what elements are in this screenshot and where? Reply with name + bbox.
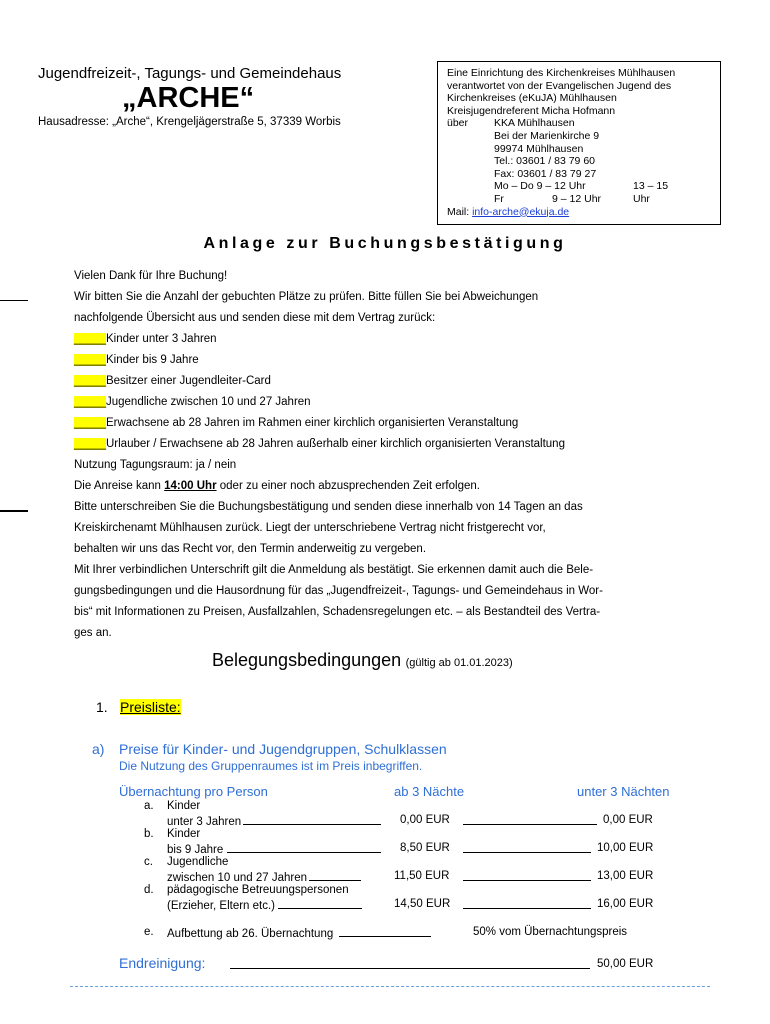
price-row-line1: Jugendliche: [167, 856, 229, 868]
info-box: [437, 61, 721, 225]
price-row-line2: [167, 898, 362, 912]
price-value-a: 14,50 EUR: [394, 898, 451, 910]
price-col-head: Übernachtung pro Person: [119, 784, 268, 799]
page-title: Anlage zur Buchungsbestätigung: [203, 235, 567, 252]
price-rule: [463, 842, 591, 856]
option-label: Jugendliche zwischen 10 und 27 Jahren: [105, 396, 311, 408]
option-row: [74, 333, 217, 345]
margin-mark: [0, 300, 28, 301]
arrival-line: [74, 480, 480, 492]
option-blank[interactable]: _____: [74, 375, 106, 387]
extra-value: 50% vom Übernachtungspreis: [473, 926, 628, 938]
price-value-b: 16,00 EUR: [597, 898, 654, 910]
section-label: Preisliste:: [120, 699, 181, 715]
price-value-a: 0,00 EUR: [400, 814, 450, 826]
body-line: Kreiskirchenamt Mühlhausen zurück. Liegt der unterschriebene Vertrag nicht fristgerecht vor,: [74, 522, 546, 534]
option-blank[interactable]: _____: [74, 417, 106, 429]
option-blank[interactable]: _____: [74, 438, 106, 450]
price-row-letter: c.: [144, 856, 153, 868]
price-value-b: 13,00 EUR: [597, 870, 654, 882]
option-row: [74, 375, 271, 387]
price-row-label: zwischen 10 und 27 Jahren: [167, 872, 308, 884]
price-row-label: bis 9 Jahre: [167, 844, 224, 856]
price-row-letter: d.: [144, 884, 154, 896]
info-line-1: Eine Einrichtung des Kirchenkreises Mühlhausen: [447, 67, 676, 79]
conditions-validity: (gültig ab 01.01.2023): [405, 657, 513, 669]
price-value-b: 0,00 EUR: [603, 814, 653, 826]
arrival-pre: Die Anreise kann: [74, 480, 165, 492]
price-col-b: unter 3 Nächten: [577, 784, 670, 799]
info-line-4: Kreisjugendreferent Micha Hofmann: [447, 104, 616, 117]
subsection-title: Preise für Kinder- und Jugendgruppen, Schulklassen: [119, 741, 447, 757]
price-value-a: 11,50 EUR: [394, 870, 450, 882]
tagungsraum-line: Nutzung Tagungsraum: ja / nein: [74, 459, 237, 471]
arrival-post: oder zu einer noch abzusprechenden Zeit erfolgen.: [216, 480, 480, 492]
extra-letter: e.: [144, 926, 154, 938]
price-row-line2: [167, 870, 361, 884]
margin-mark: [0, 510, 28, 512]
info-hours-2-day: Fr: [494, 192, 504, 205]
subsection-note: Die Nutzung des Gruppenraumes ist im Preis inbegriffen.: [119, 759, 423, 773]
info-hours-2-time: 9 – 12 Uhr: [552, 192, 602, 205]
option-blank[interactable]: _____: [74, 333, 106, 345]
price-row-line2: [167, 842, 381, 856]
price-row-label: unter 3 Jahren: [167, 816, 242, 828]
price-rule: [463, 898, 591, 912]
house-name: „ARCHE“: [122, 82, 255, 114]
price-col-a: ab 3 Nächte: [394, 784, 465, 799]
info-addr-1: KKA Mühlhausen: [494, 117, 575, 130]
price-row-letter: a.: [144, 800, 154, 812]
price-rule: [463, 814, 597, 828]
extra-label: Aufbettung ab 26. Übernachtung: [167, 928, 334, 940]
section-heading: [96, 699, 181, 715]
body-line: behalten wir uns das Recht vor, den Termin anderweitig zu vergeben.: [74, 543, 427, 555]
intro-line-1: Wir bitten Sie die Anzahl der gebuchten Plätze zu prüfen. Bitte füllen Sie bei Abweichungen: [74, 291, 539, 303]
option-label: Besitzer einer Jugendleiter-Card: [105, 375, 271, 387]
org-line: Jugendfreizeit-, Tagungs- und Gemeindehaus: [38, 65, 342, 82]
option-row: [74, 438, 565, 450]
endcleaning-value: 50,00 EUR: [597, 958, 654, 970]
info-tel: Tel.: 03601 / 83 79 60: [494, 155, 595, 168]
option-row: [74, 396, 311, 408]
option-label: Erwachsene ab 28 Jahren im Rahmen einer kirchlich organisierten Veranstaltung: [105, 417, 519, 429]
body-line: bis“ mit Informationen zu Preisen, Ausfallzahlen, Schadensregelungen etc. – als Bestandteil des Vertra-: [74, 606, 601, 618]
option-label: Kinder bis 9 Jahre: [105, 354, 199, 366]
option-row: [74, 417, 518, 429]
price-row-line1: pädagogische Betreuungspersonen: [167, 884, 349, 896]
price-row-line2: [167, 814, 381, 828]
intro-line-2: nachfolgende Übersicht aus und senden diese mit dem Vertrag zurück:: [74, 312, 436, 324]
info-fax: Fax: 03601 / 83 79 27: [494, 167, 597, 180]
price-value-b: 10,00 EUR: [597, 842, 654, 854]
intro-thanks: Vielen Dank für Ihre Buchung!: [74, 270, 228, 282]
price-row-letter: b.: [144, 828, 154, 840]
info-line-3: Kirchenkreises (eKuJA) Mühlhausen: [447, 92, 617, 105]
house-address: Hausadresse: „Arche“, Krengeljägerstraße 5, 37339 Worbis: [38, 116, 341, 128]
option-label: Kinder unter 3 Jahren: [105, 333, 217, 345]
price-row-line1: Kinder: [167, 800, 201, 812]
conditions-title: Belegungsbedingungen: [212, 650, 402, 670]
price-rule: [463, 870, 591, 884]
extra-line: [167, 926, 431, 940]
price-row-label: (Erzieher, Eltern etc.): [167, 900, 276, 912]
info-mail-label: Mail:: [447, 205, 470, 218]
arrival-time: 14:00 Uhr: [164, 480, 217, 492]
info-ueber: über: [447, 117, 469, 130]
option-blank[interactable]: _____: [74, 396, 106, 408]
info-addr-3: 99974 Mühlhausen: [494, 142, 584, 155]
info-mail-link[interactable]: info-arche@ekuja.de: [472, 205, 570, 218]
body-line: Bitte unterschreiben Sie die Buchungsbestätigung und senden diese innerhalb von 14 Tagen an das: [74, 501, 583, 513]
endcleaning-rule: [230, 968, 590, 969]
endcleaning-label: Endreinigung:: [119, 955, 206, 971]
body-line: gungsbedingungen und die Hausordnung für das „Jugendfreizeit-, Tagungs- und Gemeindehaus in Wor-: [74, 585, 603, 597]
body-line: ges an.: [74, 627, 112, 639]
info-hours-1-extra: 13 – 15 Uhr: [633, 180, 669, 205]
price-row-line1: Kinder: [167, 828, 201, 840]
option-blank[interactable]: _____: [74, 354, 106, 366]
subsection-letter: a): [92, 741, 105, 757]
option-row: [74, 354, 199, 366]
dashed-divider: [70, 986, 710, 987]
body-line: Mit Ihrer verbindlichen Unterschrift gilt die Anmeldung als bestätigt. Sie erkennen damit auch die Bele-: [74, 564, 594, 576]
price-value-a: 8,50 EUR: [400, 842, 450, 854]
conditions-heading: [212, 650, 513, 671]
section-number: 1.: [96, 699, 108, 715]
info-addr-2: Bei der Marienkirche 9: [494, 129, 600, 142]
info-line-2: verantwortet von der Evangelischen Jugend des: [447, 79, 672, 92]
option-label: Urlauber / Erwachsene ab 28 Jahren außerhalb einer kirchlich organisierten Veranstaltung: [105, 438, 565, 450]
info-hours-1: Mo – Do 9 – 12 Uhr: [494, 180, 586, 193]
